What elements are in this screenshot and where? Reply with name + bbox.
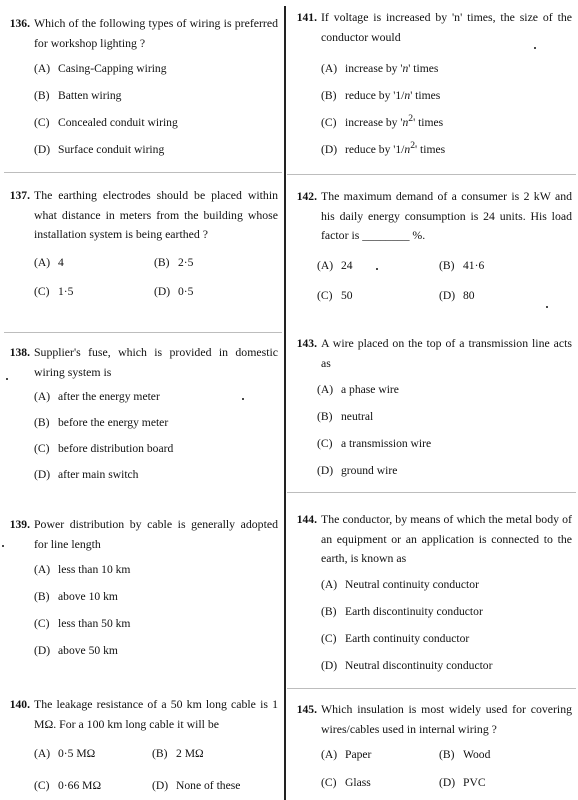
option-b: (B) neutral <box>317 410 374 423</box>
option-a: (A) 0·5 MΩ <box>34 747 96 760</box>
option-b: (B) before the energy meter <box>34 416 169 429</box>
print-speck <box>546 306 548 308</box>
print-speck <box>6 378 8 380</box>
option-b: (B) 41·6 <box>439 258 485 272</box>
option-c: (C) 1·5 <box>34 284 74 298</box>
option-d: (D) ground wire <box>317 464 398 477</box>
option-d: (D) above 50 km <box>34 644 118 657</box>
question-separator <box>287 492 576 493</box>
print-speck <box>376 268 378 270</box>
question-145 <box>287 700 578 793</box>
question-number: 142. <box>296 190 317 203</box>
question-text: Which insulation is most widely used for covering wires/cables used in internal wiring ? <box>321 702 572 736</box>
question-number: 145. <box>296 703 317 716</box>
option-a: (A) Neutral continuity conductor <box>321 577 479 591</box>
option-d: (D) PVC <box>439 776 486 789</box>
print-speck <box>2 545 4 547</box>
question-number: 138. <box>9 346 30 359</box>
question-text: Power distribution by cable is generally adopted for line length <box>34 517 278 551</box>
option-a: (A) 24 <box>317 258 353 272</box>
question-140 <box>0 695 284 796</box>
option-a: (A) increase by 'n' times <box>321 61 439 75</box>
option-c: (C) Earth continuity conductor <box>321 631 470 645</box>
question-text: Supplier's fuse, which is provided in domestic wiring system is <box>34 345 278 379</box>
option-b: (B) above 10 km <box>34 590 118 603</box>
question-number: 139. <box>9 518 30 531</box>
option-c: (C) Glass <box>321 776 371 789</box>
option-d: (D) 0·5 <box>154 284 194 298</box>
question-number: 136. <box>9 17 30 30</box>
option-a: (A) a phase wire <box>317 383 399 396</box>
question-text: If voltage is increased by 'n' times, the size of the conductor would <box>321 10 572 44</box>
option-d: (D) 80 <box>439 288 475 302</box>
option-b: (B) 2 MΩ <box>152 747 204 760</box>
option-d: (D) reduce by '$1/n^2$' times <box>321 140 446 156</box>
question-138 <box>0 343 284 491</box>
option-d: (D) Surface conduit wiring <box>34 143 165 156</box>
print-speck <box>534 47 536 49</box>
option-c: (C) less than 50 km <box>34 617 131 630</box>
question-137 <box>0 186 284 302</box>
question-number: 144. <box>296 513 317 526</box>
option-d: (D) after main switch <box>34 468 139 481</box>
question-number: 140. <box>9 698 30 711</box>
question-number: 143. <box>296 337 317 350</box>
question-text: The leakage resistance of a 50 km long cable is 1 MΩ. For a 100 km long cable it will be <box>34 697 278 731</box>
question-text: A wire placed on the top of a transmission line acts as <box>321 336 572 370</box>
question-separator <box>287 688 576 689</box>
question-text: The earthing electrodes should be placed within what distance in meters from the building whose installation system is being earthed ? <box>34 188 278 241</box>
option-a: (A) Casing-Capping wiring <box>34 62 167 75</box>
option-b: (B) Earth discontinuity conductor <box>321 604 483 618</box>
option-c: (C) before distribution board <box>34 442 174 455</box>
print-speck <box>242 398 244 400</box>
option-b: (B) reduce by '1/n' times <box>321 88 441 102</box>
option-b: (B) 2·5 <box>154 255 194 269</box>
question-separator <box>287 174 576 175</box>
question-144 <box>287 510 578 683</box>
option-a: (A) after the energy meter <box>34 390 160 403</box>
question-text: The maximum demand of a consumer is 2 kW and his daily energy consumption is 24 units. His load factor is ________ %. <box>321 189 572 242</box>
answer-blank: ________ <box>362 228 410 242</box>
question-143 <box>287 334 578 488</box>
question-separator <box>4 172 282 173</box>
option-a: (A) less than 10 km <box>34 563 131 576</box>
option-b: (B) Batten wiring <box>34 89 122 102</box>
question-text: Which of the following types of wiring is preferred for workshop lighting ? <box>34 16 278 50</box>
column-divider <box>284 6 286 800</box>
question-separator <box>4 332 282 333</box>
question-139 <box>0 515 284 668</box>
question-136 <box>0 14 284 167</box>
question-text: The conductor, by means of which the metal body of an equipment or an application is connected to the earth, is known as <box>321 512 572 565</box>
option-d: (D) None of these <box>152 779 241 792</box>
option-a: (A) Paper <box>321 748 372 761</box>
question-number: 141. <box>296 11 317 24</box>
option-d: (D) Neutral discontinuity conductor <box>321 658 493 672</box>
question-141 <box>287 8 578 163</box>
question-number: 137. <box>9 189 30 202</box>
option-a: (A) 4 <box>34 255 64 269</box>
option-c: (C) Concealed conduit wiring <box>34 116 178 129</box>
option-b: (B) Wood <box>439 748 491 761</box>
option-c: (C) increase by '$n^2$' times <box>321 113 444 129</box>
question-142 <box>287 187 578 306</box>
option-c: (C) 50 <box>317 288 353 302</box>
option-c: (C) a transmission wire <box>317 437 432 450</box>
option-c: (C) 0·66 MΩ <box>34 779 102 792</box>
